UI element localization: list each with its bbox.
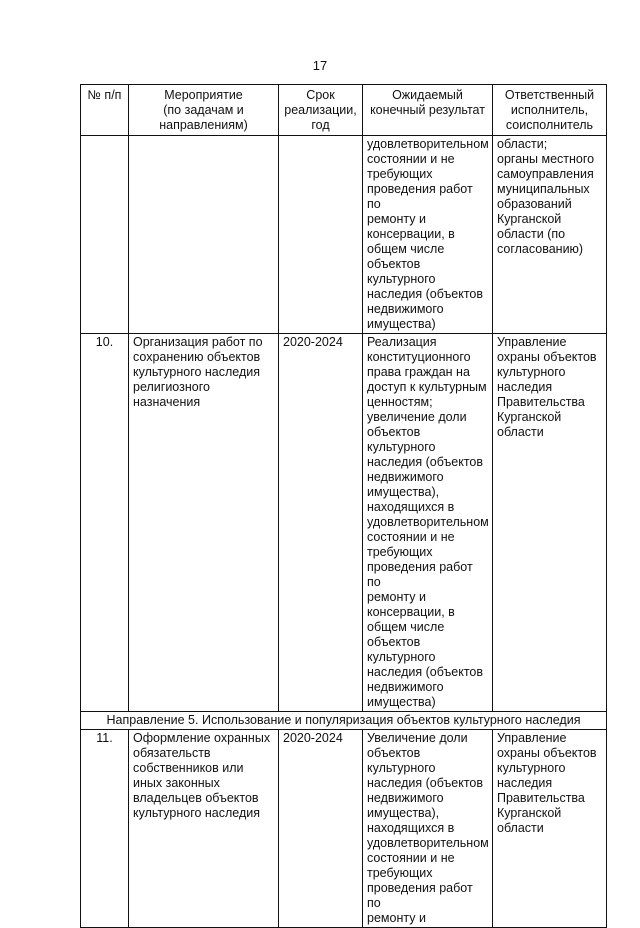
table-row xyxy=(81,730,607,928)
table-header xyxy=(81,85,607,136)
header-term: Срок реализации, год xyxy=(279,85,363,136)
section-title: Направление 5. Использование и популяризация объектов культурного наследия xyxy=(81,712,607,730)
table-body xyxy=(81,136,607,928)
cell-executor: Управление охраны объектов культурного наследия Правительства Курганской области xyxy=(493,730,607,928)
cell-num: 11. xyxy=(81,730,129,928)
cell-result: Реализация конституционного права граждан на доступ к культурным ценностям; увеличение доли объектов культурного наследия (объектов недвижимого имущества), находящихся в удовлетворительном состоянии и не требующих проведения работ по ремонту и консервации, в общем числе объектов культурного наследия (объектов недвижимого имущества) xyxy=(363,334,493,712)
table-row xyxy=(81,334,607,712)
header-row xyxy=(81,85,607,136)
cell-executor: области; органы местного самоуправления муниципальных образований Курганской области (по согласованию) xyxy=(493,136,607,334)
cell-num: 10. xyxy=(81,334,129,712)
header-num: № п/п xyxy=(81,85,129,136)
header-result: Ожидаемый конечный результат xyxy=(363,85,493,136)
section-row xyxy=(81,712,607,730)
activities-table xyxy=(80,84,607,928)
cell-num xyxy=(81,136,129,334)
table-row xyxy=(81,136,607,334)
page-number: 17 xyxy=(312,58,328,73)
cell-term: 2020-2024 xyxy=(279,730,363,928)
header-executor: Ответственный исполнитель, соисполнитель xyxy=(493,85,607,136)
cell-result: удовлетворительном состоянии и не требующих проведения работ по ремонту и консервации, в общем числе объектов культурного наследия (объектов недвижимого имущества) xyxy=(363,136,493,334)
cell-activity: Оформление охранных обязательств собственников или иных законных владельцев объектов культурного наследия xyxy=(129,730,279,928)
cell-executor: Управление охраны объектов культурного наследия Правительства Курганской области xyxy=(493,334,607,712)
cell-activity: Организация работ по сохранению объектов культурного наследия религиозного назначения xyxy=(129,334,279,712)
cell-term xyxy=(279,136,363,334)
header-activity: Мероприятие (по задачам и направлениям) xyxy=(129,85,279,136)
cell-activity xyxy=(129,136,279,334)
cell-term: 2020-2024 xyxy=(279,334,363,712)
cell-result: Увеличение доли объектов культурного наследия (объектов недвижимого имущества), находящихся в удовлетворительном состоянии и не требующих проведения работ по ремонту и xyxy=(363,730,493,928)
